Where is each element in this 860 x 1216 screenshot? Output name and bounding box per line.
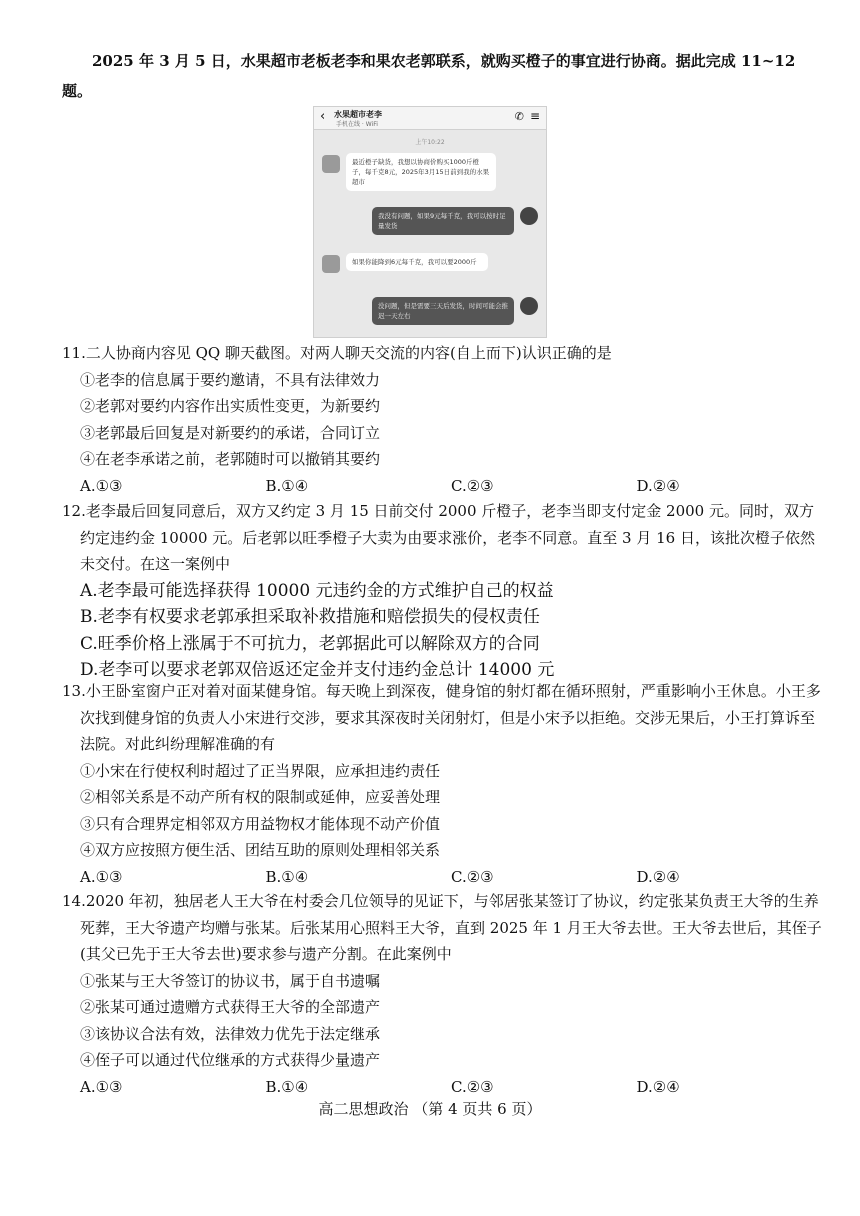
chevron-left-icon: ‹ <box>320 109 326 124</box>
option-a[interactable]: A.①③ <box>80 476 123 495</box>
chat-message: 如果你能降到6元每千克，我可以要2000斤 <box>346 253 488 271</box>
chat-screenshot <box>313 106 547 338</box>
question-item: ④双方应按照方便生活、团结互助的原则处理相邻关系 <box>80 841 441 859</box>
chat-title: 水果超市老李 <box>334 110 382 119</box>
question-stem: 12.老李最后回复同意后，双方又约定 3 月 15 日前交付 2000 斤橙子，老李当即支付定金 2000 元。同时，双方约定违约金 10000 元。后老郭以旺季橙子大卖为由要求涨价，老李不同意。直至 3 月 16 日，该批次橙子依然未交付。在这一案例中 <box>62 502 815 573</box>
option-b[interactable]: B.老李有权要求老郭承担采取补救措施和赔偿损失的侵权责任 <box>80 607 540 627</box>
chat-header <box>314 107 546 130</box>
question-stem: 11.二人协商内容见 QQ 聊天截图。对两人聊天交流的内容(自上而下)认识正确的是 <box>62 344 612 362</box>
question-item: ②张某可通过遗赠方式获得王大爷的全部遗产 <box>80 998 381 1016</box>
option-d[interactable]: D.②④ <box>636 867 680 886</box>
question-item: ④在老李承诺之前，老郭随时可以撤销其要约 <box>80 450 381 468</box>
avatar-icon <box>322 255 340 273</box>
option-c[interactable]: C.②③ <box>451 1077 494 1096</box>
chat-subtitle: 手机在线 · WiFi <box>336 121 378 128</box>
question-items <box>62 758 822 891</box>
chat-message: 我没有问题，如果9元每千克，我可以按时足量发货 <box>372 207 514 235</box>
question-13 <box>62 678 822 890</box>
question-item: ④侄子可以通过代位继承的方式获得少量遗产 <box>80 1051 381 1069</box>
question-14 <box>62 888 822 1100</box>
answer-options <box>62 578 822 684</box>
avatar-icon <box>322 155 340 173</box>
question-items <box>62 968 822 1101</box>
question-item: ②老郭对要约内容作出实质性变更，为新要约 <box>80 397 381 415</box>
option-a[interactable]: A.①③ <box>80 867 123 886</box>
answer-options <box>80 1074 822 1101</box>
chat-message: 没问题，但是需要三天后发货，时间可能会推迟一天左右 <box>372 297 514 325</box>
answer-options <box>80 473 822 500</box>
option-b[interactable]: B.①④ <box>265 476 309 495</box>
page-footer: 高二思想政治 （第 4 页共 6 页） <box>318 1100 542 1118</box>
question-item: ①老李的信息属于要约邀请，不具有法律效力 <box>80 370 381 389</box>
answer-options <box>80 864 822 891</box>
chat-timestamp: 上午10:22 <box>415 139 445 146</box>
chat-message: 最近橙子缺货，我想以协商价购买1000斤橙子，每千克8元，2025年3月15日前到我的水果超市 <box>346 153 496 191</box>
option-d[interactable]: D.老李可以要求老郭双倍返还定金并支付违约金总计 14000 元 <box>80 660 555 680</box>
option-b[interactable]: B.①④ <box>265 1077 309 1096</box>
question-11 <box>62 340 822 499</box>
question-stem: 14.2020 年初，独居老人王大爷在村委会几位领导的见证下，与邻居张某签订了协议，约定张某负责王大爷的生养死葬，王大爷遗产均赠与张某。后张某用心照料王大爷，直到 2025 年 1 月王大爷去世。王大爷去世后，其侄子(其父已先于王大爷去世)要求参与遗产分割。在此案例中 <box>62 892 822 963</box>
avatar-icon <box>520 297 538 315</box>
option-a[interactable]: A.①③ <box>80 1077 123 1096</box>
option-c[interactable]: C.②③ <box>451 476 494 495</box>
intro-paragraph <box>62 46 822 106</box>
question-item: ③该协议合法有效，法律效力优先于法定继承 <box>80 1024 381 1043</box>
question-item: ①张某与王大爷签订的协议书，属于自书遗嘱 <box>80 971 381 990</box>
question-item: ③老郭最后回复是对新要约的承诺，合同订立 <box>80 423 381 442</box>
option-b[interactable]: B.①④ <box>265 867 309 886</box>
option-d[interactable]: D.②④ <box>636 476 680 495</box>
option-c[interactable]: C.②③ <box>451 867 494 886</box>
question-items <box>62 367 822 500</box>
option-c[interactable]: C.旺季价格上涨属于不可抗力，老郭据此可以解除双方的合同 <box>80 633 540 654</box>
question-12 <box>62 498 822 684</box>
question-item: ②相邻关系是不动产所有权的限制或延伸，应妥善处理 <box>80 788 441 806</box>
question-item: ①小宋在行使权利时超过了正当界限，应承担违约责任 <box>80 761 441 780</box>
intro-text: 2025 年 3 月 5 日，水果超市老板老李和果农老郭联系，就购买橙子的事宜进行协商。据此完成 11~12 题。 <box>62 52 796 100</box>
question-item: ③只有合理界定相邻双方用益物权才能体现不动产价值 <box>80 814 441 833</box>
avatar-icon <box>520 207 538 225</box>
menu-icon: ≡ <box>529 109 540 123</box>
option-d[interactable]: D.②④ <box>636 1077 680 1096</box>
option-a[interactable]: A.老李最可能选择获得 10000 元违约金的方式维护自己的权益 <box>80 580 554 601</box>
phone-icon: ✆ <box>514 110 524 123</box>
question-stem: 13.小王卧室窗户正对着对面某健身馆。每天晚上到深夜，健身馆的射灯都在循环照射，严重影响小王休息。小王多次找到健身馆的负责人小宋进行交涉，要求其深夜时关闭射灯，但是小宋予以拒绝。交涉无果后，小王打算诉至法院。对此纠纷理解准确的有 <box>62 682 821 753</box>
